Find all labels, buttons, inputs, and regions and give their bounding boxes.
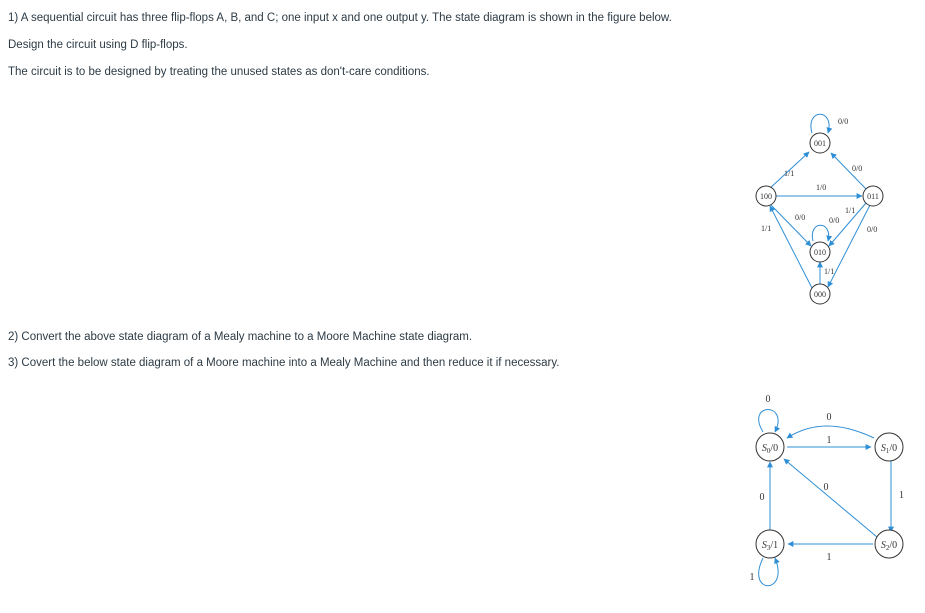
state-100-label: 100 — [760, 192, 772, 201]
state-011-label: 011 — [867, 192, 879, 201]
label-s1-s2: 1 — [899, 490, 904, 501]
question-3-text: 3) Covert the below state diagram of a Moore machine into a Mealy Machine and then reduce it if necessary. — [8, 357, 560, 369]
edge-s0-self — [759, 410, 778, 433]
state-s3 — [756, 530, 784, 558]
label-self-s0: 0 — [765, 394, 771, 405]
label-000-100: 1/1 — [761, 224, 772, 233]
label-100-001: 1/1 — [784, 169, 795, 178]
svg-text:S2/0 — [881, 540, 897, 552]
label-self-s3: 1 — [749, 572, 755, 583]
state-s2-output: /0 — [889, 540, 898, 551]
label-s2-s0: 0 — [823, 482, 829, 493]
state-s0-output: /0 — [770, 443, 779, 454]
edge-s2-s0 — [784, 459, 877, 537]
label-011-000: 0/0 — [867, 225, 878, 234]
label-000-010: 1/1 — [824, 267, 835, 276]
label-s3-s0: 0 — [759, 492, 765, 503]
state-s1-name: S — [880, 443, 886, 454]
state-001-label: 001 — [814, 139, 826, 148]
state-s2-name: S — [880, 540, 886, 551]
state-s0 — [756, 433, 784, 461]
label-self-001: 0/0 — [838, 117, 849, 126]
question-1-text: 1) A sequential circuit has three flip-flops A, B, and C; one input x and one output y. The state diagram is shown in the figure below. — [8, 12, 672, 24]
label-self-010: 0/0 — [829, 216, 840, 225]
state-s1 — [875, 433, 903, 461]
svg-text:S3/1 — [762, 540, 778, 552]
state-s3-sub: 3 — [766, 544, 771, 552]
edge-s3-self — [759, 558, 778, 586]
label-s2-s3: 1 — [826, 552, 832, 563]
state-000-label: 000 — [814, 290, 826, 299]
state-s1-output: /0 — [889, 443, 898, 454]
label-s1-s0: 0 — [826, 412, 832, 423]
state-s3-name: S — [761, 540, 767, 551]
label-s0-s1: 1 — [826, 435, 832, 446]
question-1-note: The circuit is to be designed by treating the unused states as don't-care conditions. — [8, 66, 430, 78]
state-s0-sub: 0 — [766, 447, 771, 455]
state-s0-name: S — [761, 443, 767, 454]
state-010-label: 010 — [814, 248, 826, 257]
svg-text:S1/0 — [881, 443, 897, 455]
state-s2 — [875, 530, 903, 558]
state-s1-sub: 1 — [885, 447, 890, 455]
state-s2-sub: 2 — [885, 544, 890, 552]
svg-text:S0/0 — [762, 443, 778, 455]
state-s3-output: /1 — [770, 540, 779, 551]
label-011-010: 1/1 — [845, 206, 856, 215]
question-2-text: 2) Convert the above state diagram of a Mealy machine to a Moore Machine state diagram. — [8, 331, 473, 343]
label-100-011: 1/0 — [816, 183, 827, 192]
question-1-instruction: Design the circuit using D flip-flops. — [8, 39, 188, 51]
label-100-010: 0/0 — [795, 213, 806, 222]
label-011-001: 0/0 — [852, 164, 863, 173]
